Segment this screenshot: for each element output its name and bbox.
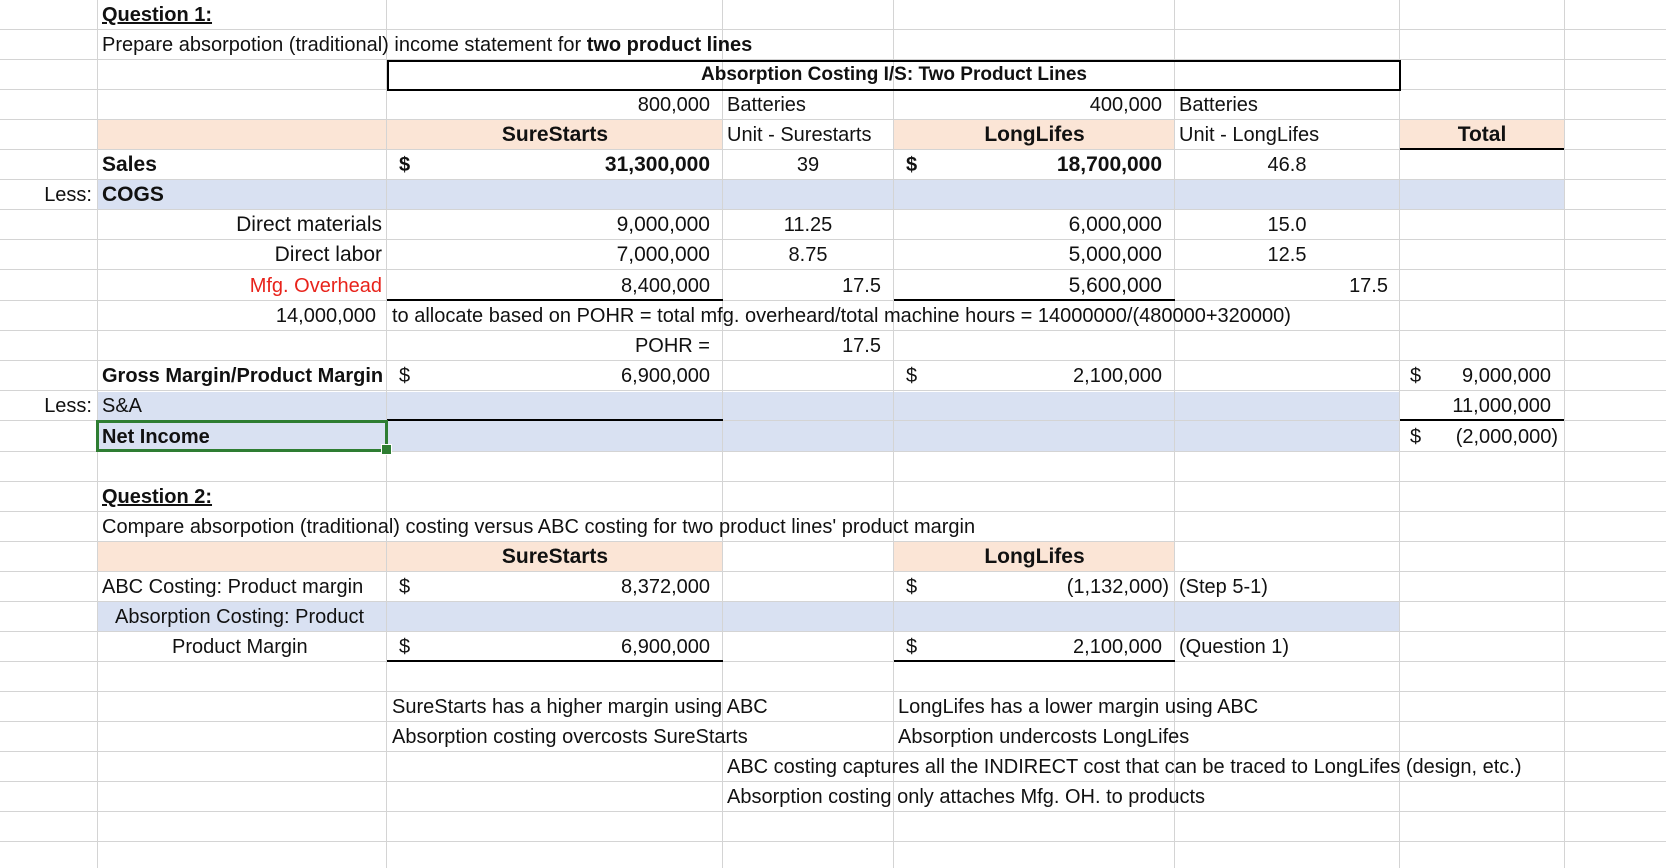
abc-margin-surestarts: 8,372,000 <box>621 576 710 598</box>
gm-dollar-total: $ <box>1410 365 1422 387</box>
q2-prompt: Compare absorpotion (traditional) costing versus ABC costing for two product lines' product margin <box>102 516 976 538</box>
sales-surestarts: 31,300,000 <box>604 153 710 176</box>
fill-handle[interactable] <box>381 444 392 455</box>
gm-dollar-ss: $ <box>399 365 411 387</box>
total-overhead: 14,000,000 <box>275 305 376 327</box>
dm-longlifes: 6,000,000 <box>1068 213 1162 236</box>
note-abc-indirect: ABC costing captures all the INDIRECT cost that can be traced to LongLifes (design, etc.) <box>727 756 1522 778</box>
dm-label: Direct materials <box>236 213 382 236</box>
abc-dollar-ss: $ <box>399 576 411 598</box>
abc-reference: (Step 5-1) <box>1179 576 1268 598</box>
dm-unit-longlifes: 15.0 <box>1267 214 1307 236</box>
dm-surestarts: 9,000,000 <box>616 213 710 236</box>
moh-rate-surestarts: 17.5 <box>842 275 881 297</box>
allocation-note: to allocate based on POHR = total mfg. overheard/total machine hours = 14000000/(480000+320000) <box>392 305 1291 327</box>
pohr-label: POHR = <box>634 335 710 357</box>
gm-dollar-ll: $ <box>906 365 918 387</box>
moh-rate-longlifes: 17.5 <box>1349 275 1388 297</box>
selected-cell-net-income[interactable] <box>96 420 388 452</box>
absorption-title: Absorption Costing I/S: Two Product Lines <box>701 64 1087 85</box>
sales-label: Sales <box>102 153 157 176</box>
q1-heading: Question 1: <box>102 4 213 26</box>
moh-longlifes: 5,600,000 <box>1068 274 1162 297</box>
gross-margin-longlifes: 2,100,000 <box>1073 365 1162 387</box>
note-absorption-oh: Absorption costing only attaches Mfg. OH. to products <box>727 786 1206 808</box>
absorption-reference: (Question 1) <box>1179 636 1290 658</box>
less-label-cogs: Less: <box>44 184 92 206</box>
note-surestarts-1: SureStarts has a higher margin using ABC <box>392 696 768 718</box>
col-header-surestarts: SureStarts <box>501 123 609 146</box>
col-header-total: Total <box>1457 123 1507 146</box>
q1-prompt-bold: two product lines <box>586 34 753 56</box>
gross-margin-surestarts: 6,900,000 <box>621 365 710 387</box>
col-header-unit-surestarts: Unit - Surestarts <box>727 124 872 146</box>
ni-dollar-total: $ <box>1410 426 1422 448</box>
abc-dollar-ll: $ <box>906 576 918 598</box>
sales-dollar-ll: $ <box>906 154 918 176</box>
dl-surestarts: 7,000,000 <box>616 243 710 266</box>
cogs-row-fill <box>98 180 1564 210</box>
note-longlifes-1: LongLifes has a lower margin using ABC <box>898 696 1259 718</box>
note-surestarts-2: Absorption costing overcosts SureStarts <box>392 726 748 748</box>
q1-prompt <box>102 30 752 60</box>
gross-margin-total: 9,000,000 <box>1462 365 1551 387</box>
longlifes-units: 400,000 <box>1089 94 1162 116</box>
dl-unit-surestarts: 8.75 <box>788 244 828 266</box>
sa-underline-total <box>1400 419 1564 421</box>
cogs-label: COGS <box>102 183 164 206</box>
dl-unit-longlifes: 12.5 <box>1267 244 1307 266</box>
surestarts-units-label: Batteries <box>727 94 806 116</box>
abc-margin-label: ABC Costing: Product margin <box>102 576 364 598</box>
absorption-margin-longlifes: 2,100,000 <box>1073 636 1162 658</box>
unit-price-longlifes: 46.8 <box>1267 154 1307 176</box>
sa-total: 11,000,000 <box>1452 395 1551 417</box>
abs-underline-longlifes <box>894 660 1175 662</box>
gross-margin-label: Gross Margin/Product Margin <box>102 365 384 387</box>
abs-dollar-ll: $ <box>906 636 918 658</box>
sa-underline-surestarts <box>387 419 723 421</box>
net-income-label: Net Income <box>102 426 210 448</box>
absorption-label-line2: Product Margin <box>172 636 308 658</box>
abc-margin-longlifes: (1,132,000) <box>1066 576 1169 598</box>
less-label-sa: Less: <box>44 395 92 417</box>
q1-prompt-text: Prepare absorpotion (traditional) income statement for <box>102 34 587 56</box>
col-header-longlifes: LongLifes <box>984 123 1085 146</box>
surestarts-units: 800,000 <box>637 94 710 116</box>
sa-label: S&A <box>102 395 143 417</box>
sales-dollar-ss: $ <box>399 154 411 176</box>
sales-longlifes: 18,700,000 <box>1056 153 1162 176</box>
abs-underline-surestarts <box>387 660 723 662</box>
total-header-underline <box>1400 148 1564 150</box>
moh-surestarts: 8,400,000 <box>621 275 710 297</box>
col-header-unit-longlifes: Unit - LongLifes <box>1179 124 1320 146</box>
pohr-value: 17.5 <box>842 335 881 357</box>
dm-unit-surestarts: 11.25 <box>783 214 833 236</box>
abs-dollar-ss: $ <box>399 636 411 658</box>
q2-heading: Question 2: <box>102 486 213 508</box>
note-longlifes-2: Absorption undercosts LongLifes <box>898 726 1190 748</box>
absorption-label-line1: Absorption Costing: Product <box>115 606 365 628</box>
moh-label: Mfg. Overhead <box>249 275 382 297</box>
q2-col-header-surestarts: SureStarts <box>501 545 609 568</box>
q2-col-header-longlifes: LongLifes <box>984 545 1085 568</box>
longlifes-units-label: Batteries <box>1179 94 1258 116</box>
net-income-total: (2,000,000) <box>1455 426 1558 448</box>
unit-price-surestarts: 39 <box>796 154 820 176</box>
absorption-margin-surestarts: 6,900,000 <box>621 636 710 658</box>
dl-longlifes: 5,000,000 <box>1068 243 1162 266</box>
dl-label: Direct labor <box>274 243 382 266</box>
